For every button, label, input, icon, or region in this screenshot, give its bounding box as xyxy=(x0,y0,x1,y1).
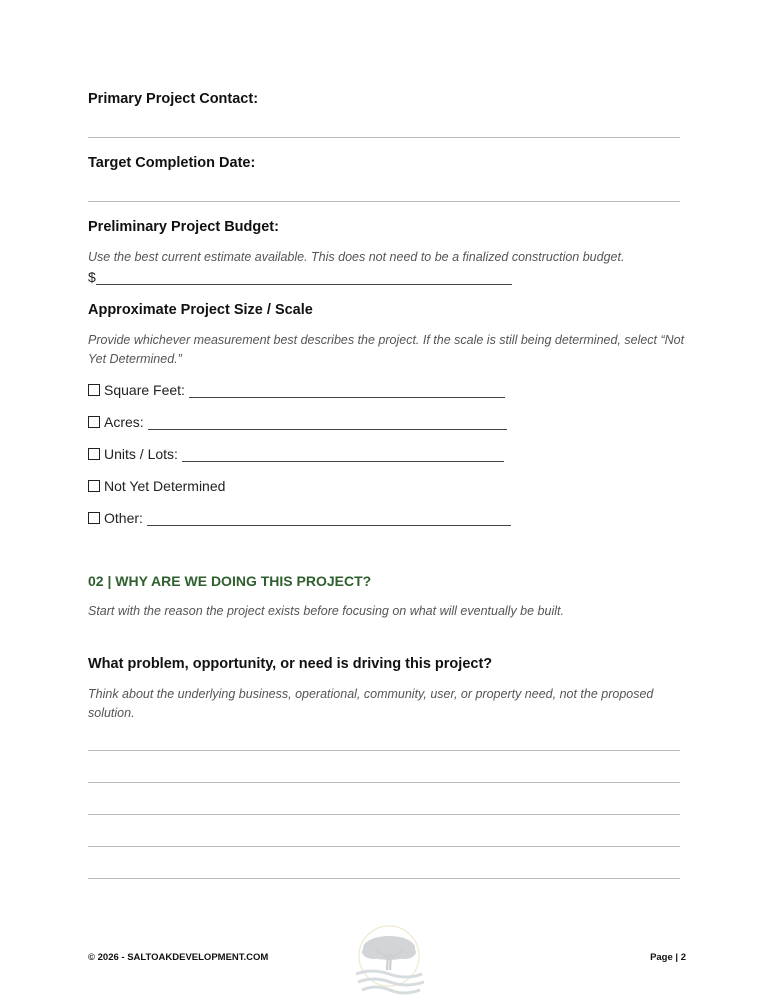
size-scale-label: Approximate Project Size / Scale xyxy=(88,302,313,318)
answer-line[interactable] xyxy=(88,814,680,815)
oak-tree-logo-icon xyxy=(344,922,434,998)
target-date-label: Target Completion Date: xyxy=(88,155,256,171)
answer-line[interactable] xyxy=(88,878,680,879)
option-label: Units / Lots: xyxy=(104,446,178,462)
answer-line[interactable] xyxy=(88,750,680,751)
option-label: Square Feet: xyxy=(104,382,185,398)
size-scale-hint: Provide whichever measurement best describes the project. If the scale is still being determined, select “Not Yet Determined.” xyxy=(88,333,685,366)
checkbox-icon[interactable] xyxy=(88,512,100,524)
option-label: Other: xyxy=(104,510,143,526)
section-heading: 02 | WHY ARE WE DOING THIS PROJECT? xyxy=(88,573,372,589)
option-label: Acres: xyxy=(104,414,144,430)
primary-contact-line[interactable] xyxy=(88,137,680,138)
option-acres[interactable] xyxy=(88,414,507,430)
budget-label: Preliminary Project Budget: xyxy=(88,219,279,235)
checkbox-icon[interactable] xyxy=(88,384,100,396)
option-label: Not Yet Determined xyxy=(104,478,226,494)
acres-fill-line[interactable] xyxy=(148,415,507,430)
option-square-feet[interactable] xyxy=(88,382,505,398)
question-label: What problem, opportunity, or need is driving this project? xyxy=(88,656,493,672)
question-hint: Think about the underlying business, operational, community, user, or property need, not the proposed solution. xyxy=(88,687,654,720)
option-not-yet-determined[interactable] xyxy=(88,478,225,494)
checkbox-icon[interactable] xyxy=(88,480,100,492)
units-lots-fill-line[interactable] xyxy=(182,447,504,462)
section-intro: Start with the reason the project exists before focusing on what will eventually be built. xyxy=(88,604,564,618)
answer-line[interactable] xyxy=(88,782,680,783)
checkbox-icon[interactable] xyxy=(88,416,100,428)
budget-field[interactable] xyxy=(88,269,512,285)
primary-contact-label: Primary Project Contact: xyxy=(88,91,259,107)
page-number: Page | 2 xyxy=(650,952,686,963)
option-units-lots[interactable] xyxy=(88,446,504,462)
dollar-prefix: $ xyxy=(88,269,96,285)
footer-copyright: © 2026 - SALTOAKDEVELOPMENT.COM xyxy=(88,952,269,963)
checkbox-icon[interactable] xyxy=(88,448,100,460)
target-date-line[interactable] xyxy=(88,201,680,202)
answer-line[interactable] xyxy=(88,846,680,847)
option-other[interactable] xyxy=(88,510,511,526)
budget-hint: Use the best current estimate available. This does not need to be a finalized construction budget. xyxy=(88,250,625,264)
other-fill-line[interactable] xyxy=(147,511,511,526)
budget-fill-line[interactable] xyxy=(96,270,512,285)
square-feet-fill-line[interactable] xyxy=(189,383,505,398)
